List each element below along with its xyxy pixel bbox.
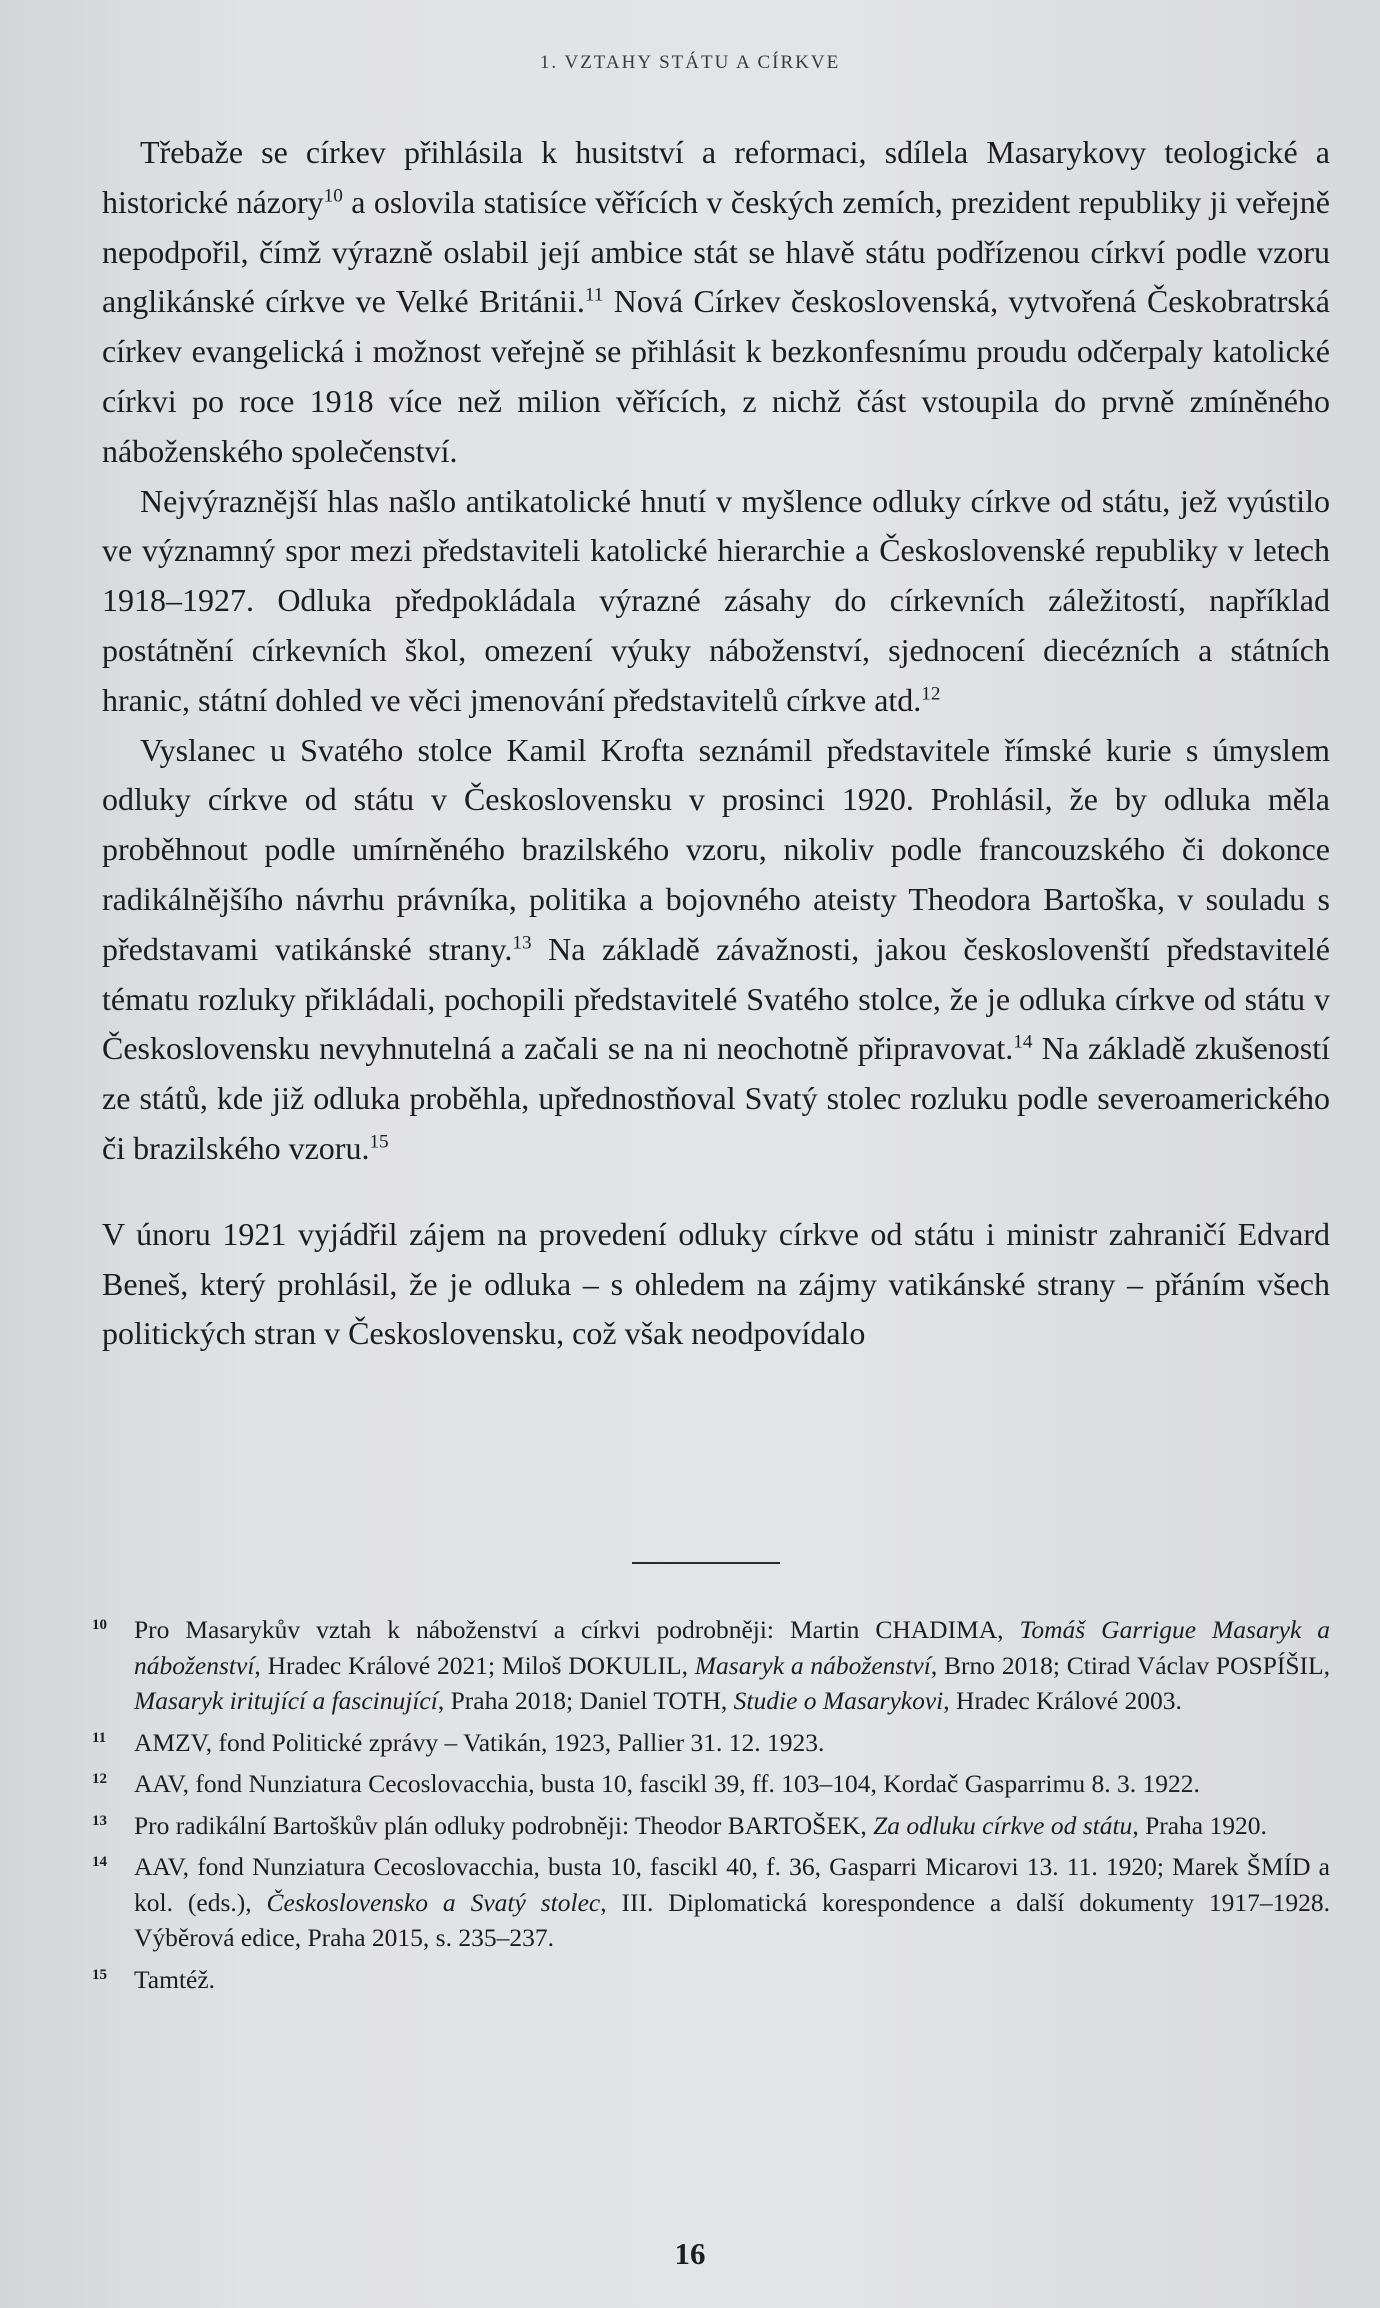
footnote-13: 13 Pro radikální Bartoškův plán odluky podrobněji: Theodor BARTOŠEK, Za odluku církve od státu, Praha 1920.	[86, 1808, 1330, 1844]
footnote-ref[interactable]: 12	[921, 683, 941, 705]
footnote-14: 14 AAV, fond Nunziatura Cecoslovacchia, busta 10, fascikl 40, f. 36, Gasparri Micarovi 13. 11. 1920; Marek ŠMÍD a kol. (eds.), Československo a Svatý stolec, III. Diplomatická korespondence a další dokumenty 1917–1928. Výběrová edice, Praha 2015, s. 235–237.	[86, 1849, 1330, 1956]
paragraph-2: Nejvýraznější hlas našlo antikatolické hnutí v myšlence odluky církve od státu, jež vyústilo ve významný spor mezi představiteli katolické hierarchie a Československé republiky v letech 1918–1927. Odluka předpokládala výrazné zásahy do církevních záležitostí, například postátnění církevních škol, omezení výuky náboženství, sjednocení diecézních a státních hranic, státní dohled ve věci jmenování představitelů církve atd.$^{12}$	[102, 482, 1330, 718]
running-head: 1. VZTAHY STÁTU A CÍRKVE	[539, 52, 841, 73]
footnote-11: 11 AMZV, fond Politické zprávy – Vatikán, 1923, Pallier 31. 12. 1923.	[86, 1725, 1330, 1761]
footnotes	[86, 1612, 1330, 2003]
footnote-12: 12 AAV, fond Nunziatura Cecoslovacchia, busta 10, fascikl 39, ff. 103–104, Kordač Gasparrimu 8. 3. 1922.	[86, 1766, 1330, 1802]
footnote-number: 15	[92, 1966, 107, 1983]
footnote-number: 10	[92, 1617, 107, 1633]
paragraph-4: V únoru 1921 vyjádřil zájem na provedení odluky církve od státu i ministr zahraničí Edvard Beneš, který prohlásil, že je odluka – s ohledem na zájmy vatikánské strany – přáním všech politických stran v Československu, což však neodpovídalo	[102, 1215, 1330, 1352]
page-number: 16	[674, 2236, 706, 2271]
footnote-divider	[632, 1562, 780, 1564]
footnote-ref[interactable]: 11	[584, 284, 604, 306]
footnote-ref[interactable]: 15	[369, 1131, 389, 1153]
footnote-number: 13	[92, 1812, 107, 1829]
main-text	[102, 128, 1330, 1359]
footnote-10: 10 Pro Masarykův vztah k náboženství a církvi podrobněji: Martin CHADIMA, Tomáš Garrigue Masaryk a náboženství, Hradec Králové 2021; Miloš DOKULIL, Masaryk a náboženství, Brno 2018; Ctirad Václav POSPÍŠIL, Masaryk iritující a fascinující, Praha 2018; Daniel TOTH, Studie o Masarykovi, Hradec Králové 2003.	[86, 1612, 1330, 1719]
footnote-15: 15 Tamtéž.	[86, 1962, 1330, 1998]
footnote-number: 14	[92, 1854, 107, 1870]
footnote-number: 12	[92, 1771, 107, 1787]
footnote-ref[interactable]: 10	[323, 185, 343, 207]
paragraph-3: Vyslanec u Svatého stolce Kamil Krofta seznámil představitele římské kurie s úmyslem odluky církve od státu v Československu v prosinci 1920. Prohlásil, že by odluka měla proběhnout podle umírněného brazilského vzoru, nikoliv podle francouzského či dokonce radikálnějšího návrhu právníka, politika a bojovného ateisty Theodora Bartoška, v souladu s představami vatikánské strany.$^{13}$ Na základě závažnosti, jakou českoslovenští představitelé tématu rozluky přikládali, pochopili představitelé Svatého stolce, že je odluka církve od státu v Československu nevyhnutelná a začali se na ni neochotně připravovat.$^{14}$ Na základě zkušeností ze států, kde již odluka proběhla, upřednostňoval Svatý stolec rozluku podle severoamerického či brazilského vzoru.$^{15}$	[102, 731, 1331, 1166]
paragraph-1: Třebaže se církev přihlásila k husitství a reformaci, sdílela Masarykovy teologické a historické názory$^{10}$ a oslovila statisíce věřících v českých zemích, prezident republiky ji veřejně nepodpořil, čímž výrazně oslabil její ambice stát se hlavě státu podřízenou církví podle vzoru anglikánské církve ve Velké Británii.$^{11}$ Nová Církev československá, vytvořená Českobratrská církev evangelická i možnost veřejně se přihlásit k bezkonfesnímu proudu odčerpaly katolické církvi po roce 1918 více než milion věřících, z nichž část vstoupila do prvně zmíněného náboženského společenství.	[102, 134, 1331, 469]
footnote-number: 11	[92, 1729, 107, 1746]
footnote-ref[interactable]: 13	[512, 932, 532, 954]
footnote-ref[interactable]: 14	[1013, 1031, 1033, 1053]
